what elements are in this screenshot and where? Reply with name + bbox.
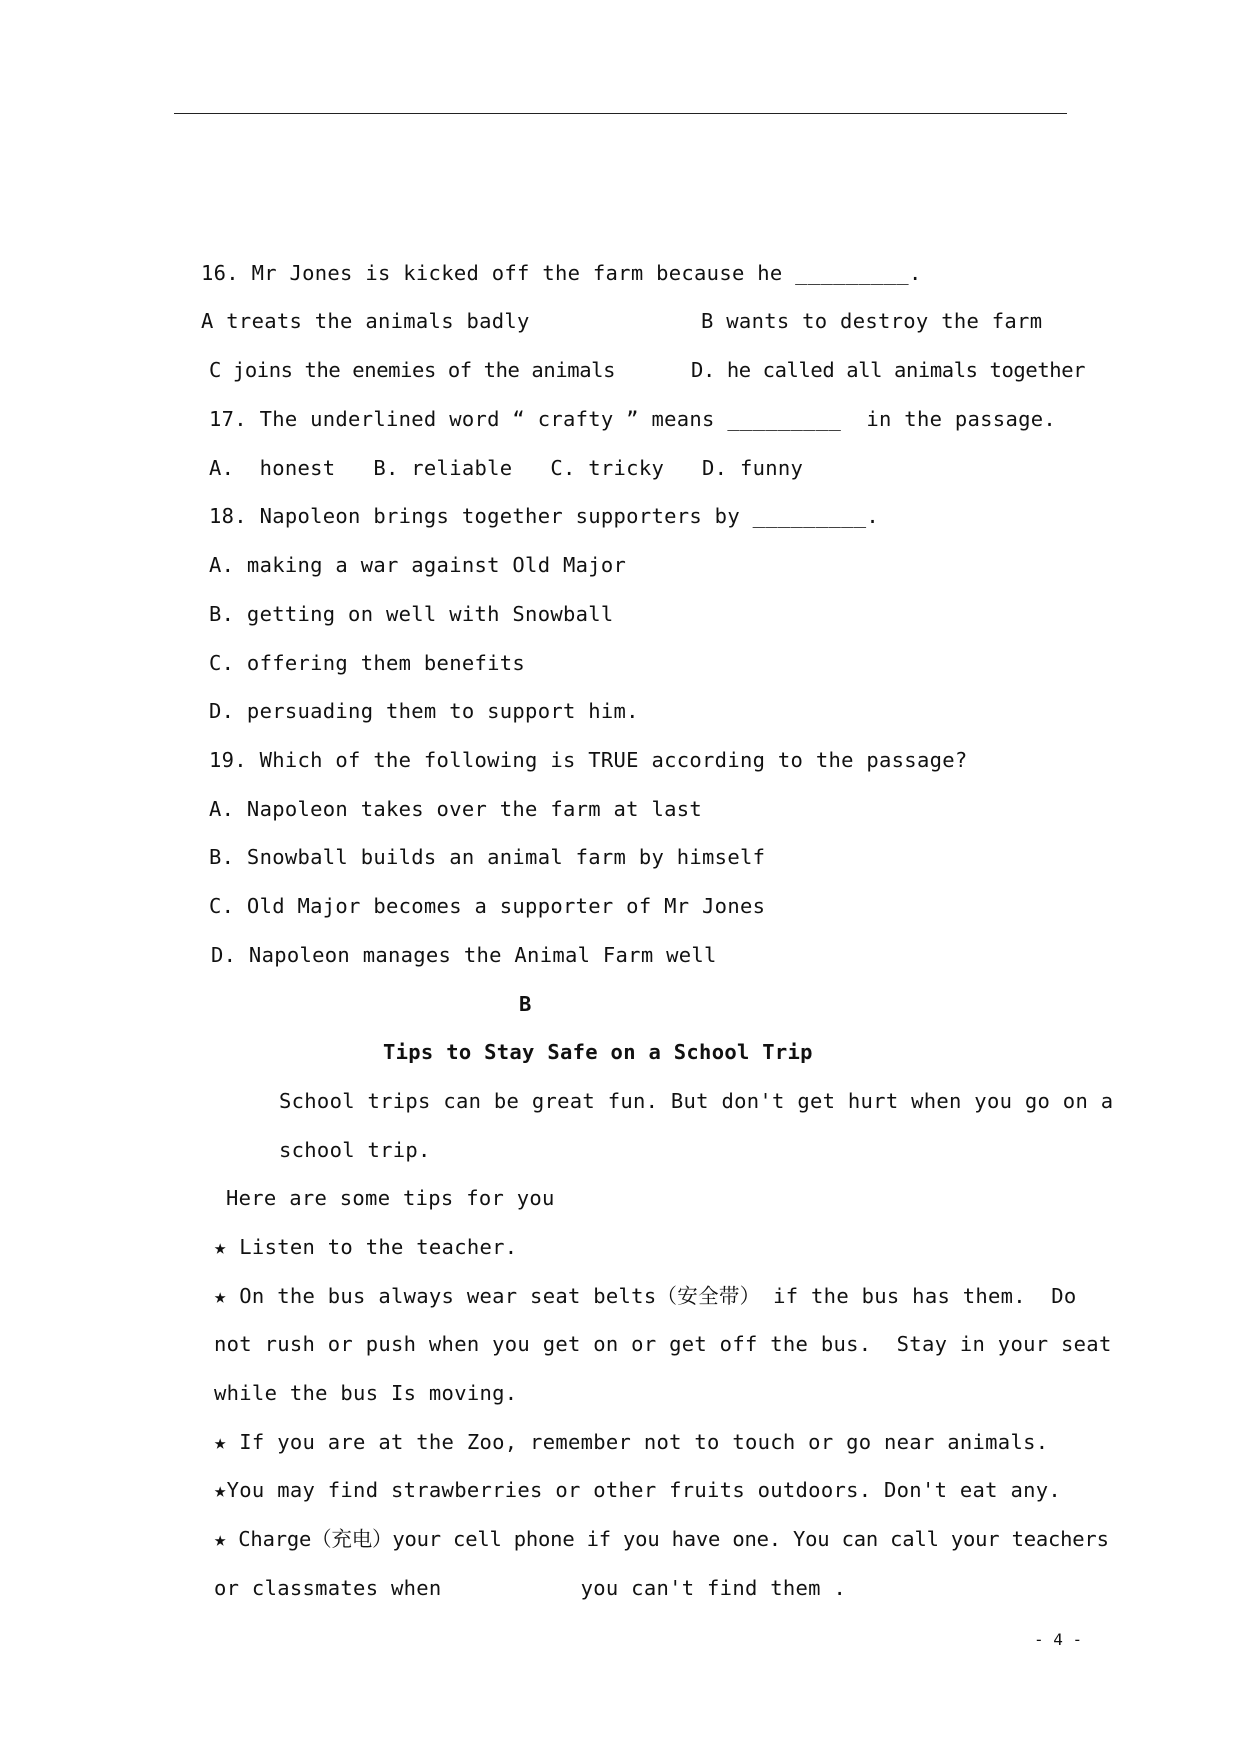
- tip-4: ★You may find strawberries or other fruits outdoors. Don't eat any.: [214, 1478, 1062, 1502]
- passage-intro-line-1: School trips can be great fun. But don't get hurt when you go on a: [279, 1089, 1114, 1113]
- tip-1: ★ Listen to the teacher.: [214, 1235, 518, 1259]
- question-19-option-b: B. Snowball builds an animal farm by himself: [209, 845, 766, 869]
- tip-5-line-2: or classmates when you can't find them .: [214, 1576, 847, 1600]
- question-18-option-c: C. offering them benefits: [209, 651, 526, 675]
- tip-2-line-1: ★ On the bus always wear seat belts（安全带） if the bus has them. Do: [214, 1284, 1077, 1308]
- question-16-stem: 16. Mr Jones is kicked off the farm because he _________.: [201, 261, 922, 285]
- page-number: - 4 -: [1034, 1630, 1083, 1649]
- question-16-option-c: C joins the enemies of the animals: [209, 358, 616, 382]
- question-17-options: A. honest B. reliable C. tricky D. funny: [209, 456, 804, 480]
- question-18-option-d: D. persuading them to support him.: [209, 699, 639, 723]
- question-18-stem: 18. Napoleon brings together supporters by _________.: [209, 504, 880, 528]
- question-19-option-c: C. Old Major becomes a supporter of Mr Jones: [209, 894, 766, 918]
- question-19-stem: 19. Which of the following is TRUE according to the passage?: [209, 748, 968, 772]
- question-16-option-d: D. he called all animals together: [691, 358, 1086, 382]
- question-18-option-b: B. getting on well with Snowball: [209, 602, 614, 626]
- tip-2-line-2: not rush or push when you get on or get off the bus. Stay in your seat: [214, 1332, 1112, 1356]
- question-18-option-a: A. making a war against Old Major: [209, 553, 627, 577]
- question-16-option-a: A treats the animals badly: [201, 309, 530, 333]
- passage-title: Tips to Stay Safe on a School Trip: [383, 1040, 813, 1064]
- question-19-option-a: A. Napoleon takes over the farm at last: [209, 797, 703, 821]
- question-16-option-b: B wants to destroy the farm: [701, 309, 1043, 333]
- tip-3: ★ If you are at the Zoo, remember not to touch or go near animals.: [214, 1430, 1049, 1454]
- tip-2-line-3: while the bus Is moving.: [214, 1381, 518, 1405]
- passage-lead: Here are some tips for you: [226, 1186, 555, 1210]
- passage-intro-line-2: school trip.: [279, 1138, 431, 1162]
- header-rule: [174, 113, 1067, 114]
- question-19-option-d: D. Napoleon manages the Animal Farm well: [211, 943, 717, 967]
- tip-5-line-1: ★ Charge（充电）your cell phone if you have one. You can call your teachers: [214, 1527, 1109, 1551]
- section-label: B: [519, 992, 532, 1016]
- question-17-stem: 17. The underlined word “ crafty ” means _________ in the passage.: [209, 407, 1057, 431]
